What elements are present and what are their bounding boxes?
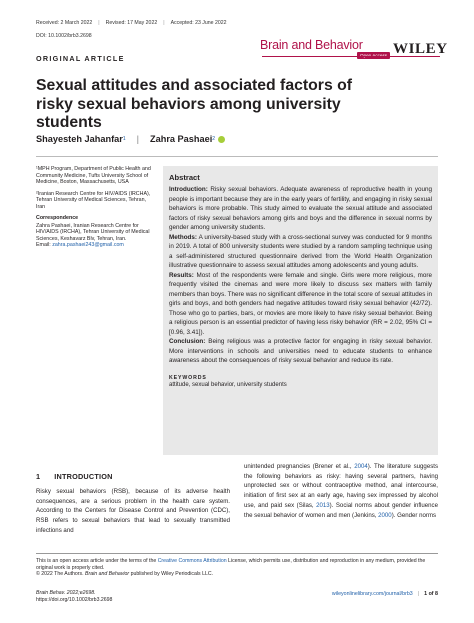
author-affiliation-mark[interactable]: 1: [122, 136, 126, 142]
methods-label: Methods:: [169, 233, 197, 241]
body-text: ). Social norms about gender influence the sexual behavior of women and men (Jenkins,: [244, 501, 438, 519]
citation-link[interactable]: 2013: [316, 501, 330, 509]
results-text: Most of the respondents were female and single. Girls were more religious, more frequently visited the cinemas and were more likely to discuss sex matters with family members than boys. There was no significant difference in the total score of sexual attitudes in girls and boys, and both genders had negative attitudes toward risky sexual behavior (42/72). Those who go to parties, bars, or movies are more likely to have risky sexual behavior. Being a religious person is an essential predictor of having less risky behavior (RR = 2.02, 95% CI = [0.96, 3.41]).: [169, 271, 432, 336]
footer-doi-link[interactable]: https://doi.org/10.1002/brb3.2698: [36, 597, 113, 604]
open-access-badge: Open Access: [357, 52, 390, 59]
license-text: License, which permits use, distribution and reproduction in any medium, provided the original work is properly cited.: [36, 558, 426, 571]
email-link[interactable]: zahra.pashaei243@gmail.com: [52, 242, 124, 248]
journal-rule: [262, 56, 440, 57]
body-column-left: Risky sexual behaviors (RSB), because of its adverse health consequences, are a serious problem in the health care system. According to the Centers for Disease Control and Prevention (CDC), RSB refers to sexual behaviors that lead to sexually transmitted infections and: [36, 488, 230, 534]
keywords-list: attitude, sexual behavior, university students: [169, 381, 287, 388]
license-text: This is an open access article under the terms of the: [36, 558, 158, 564]
orcid-icon[interactable]: [218, 136, 225, 143]
license-notice: [36, 558, 438, 578]
body-text: ). The literature suggests the following behaviors as risky: having several partners, having unprotected sex or without contraceptive method, anal intercourse, initiation of first sex at an early age, having sex impressed by alcohol use, and paid sex (Silas,: [244, 463, 438, 509]
body-text: unintended pregnancies (Brener et al.,: [244, 463, 355, 470]
author-divider: |: [136, 134, 139, 144]
footer-citation-block: [36, 590, 112, 605]
body-text: ). Gender norms: [391, 511, 437, 519]
affiliation-2: ²Iranian Research Centre for HIV/AIDS (IRCHA), Tehran University of Medical Sciences, Tehran, Iran: [36, 190, 151, 210]
doi-header[interactable]: DOI: 10.1002/brb3.2698: [36, 33, 92, 39]
accepted-date: Accepted: 23 June 2022: [170, 20, 227, 26]
correspondence-heading: Correspondence: [36, 215, 79, 221]
article-title: Sexual attitudes and associated factors of risky sexual behaviors among university students: [36, 77, 353, 131]
license-link[interactable]: Creative Commons Attribution: [157, 558, 227, 564]
abstract-heading: Abstract: [169, 173, 200, 182]
author-name[interactable]: Shayesteh Jahanfar: [36, 134, 123, 144]
article-type: ORIGINAL ARTICLE: [36, 54, 125, 63]
author-affiliation-mark[interactable]: 2: [212, 136, 216, 142]
article-dates: Received: 2 March 2022 | Revised: 17 May 2022 | Accepted: 23 June 2022: [36, 20, 227, 26]
email-label: Email:: [36, 242, 53, 248]
introduction-text: Risky sexual behaviors. Adequate awareness of reproductive health in young people is important because they are in the early years of fertility, and engaging in risky sexual behaviors is more probable. This study aimed to evaluate the sexual attitude and associated factors of risky sexual behaviors among girls and boys and the difference in sexual norms by gender among university students.: [169, 186, 432, 231]
abstract-results: [169, 271, 432, 338]
divider: [36, 156, 438, 157]
correspondence-address: Zahra Pashaei, Iranian Research Centre for HIV/AIDS (IRCHA), Tehran University of Medical Sciences, Keshavarz Blv, Tehran, Iran.: [36, 222, 150, 242]
section-title: INTRODUCTION: [54, 472, 113, 481]
correspondence-email: [36, 242, 156, 249]
citation-link[interactable]: 2000: [378, 511, 392, 519]
received-date: Received: 2 March 2022: [36, 20, 93, 26]
author-name[interactable]: Zahra Pashaei: [149, 134, 213, 144]
methods-text: A university-based study with a cross-sectional survey was conducted for 9 months in 2019. A total of 800 university students were studied by a random sampling technique using a self-administered structured questionnaire derived from the World Health Organization illustrative questionnaire to assess sexual attitudes among adolescents and young adults.: [169, 233, 432, 269]
copyright-text: © 2022 The Authors.: [36, 571, 86, 578]
keywords-heading: KEYWORDS: [169, 374, 207, 381]
section-heading: [36, 472, 113, 481]
abstract-body: [169, 185, 432, 366]
journal-url-link[interactable]: wileyonlinelibrary.com/journal/brb3: [331, 591, 413, 597]
copyright-text: published by Wiley Periodicals LLC.: [129, 571, 214, 578]
introduction-label: Introduction:: [169, 186, 208, 193]
abstract-methods: [169, 233, 432, 271]
license-rule: [36, 553, 438, 554]
results-label: Results:: [169, 271, 194, 279]
abstract-introduction: [169, 185, 432, 233]
publisher-logo[interactable]: WILEY: [393, 41, 448, 57]
journal-name[interactable]: Brain and Behavior: [260, 38, 363, 52]
citation-link[interactable]: 2004: [354, 463, 368, 470]
body-column-right: [244, 462, 438, 520]
abstract-box: [163, 166, 438, 455]
footer-divider: |: [417, 591, 420, 597]
copyright-journal: Brain and Behavior: [85, 571, 130, 578]
section-number: 1: [36, 472, 41, 481]
license-line: [36, 558, 438, 571]
affiliations: [36, 166, 156, 249]
conclusion-label: Conclusion:: [169, 338, 206, 345]
footer-citation: Brain Behav. 2022;e2698.: [36, 590, 96, 596]
abstract-conclusion: [169, 337, 432, 366]
page-number: 1 of 8: [424, 591, 438, 597]
conclusion-text: Being religious was a protective factor for engaging in risky sexual behavior. More interventions in schools and universities need to educate students to enhance awareness about the consequences of risky sexual behavior and reduce its rate.: [169, 338, 432, 364]
revised-date: Revised: 17 May 2022: [105, 20, 158, 26]
author-list: [36, 134, 225, 144]
copyright-line: [36, 571, 438, 578]
footer-right: [318, 591, 438, 597]
affiliation-1: ¹MPH Program, Department of Public Health and Community Medicine, Tufts University School of Medicine, Boston, Massachusetts, USA: [36, 166, 151, 185]
